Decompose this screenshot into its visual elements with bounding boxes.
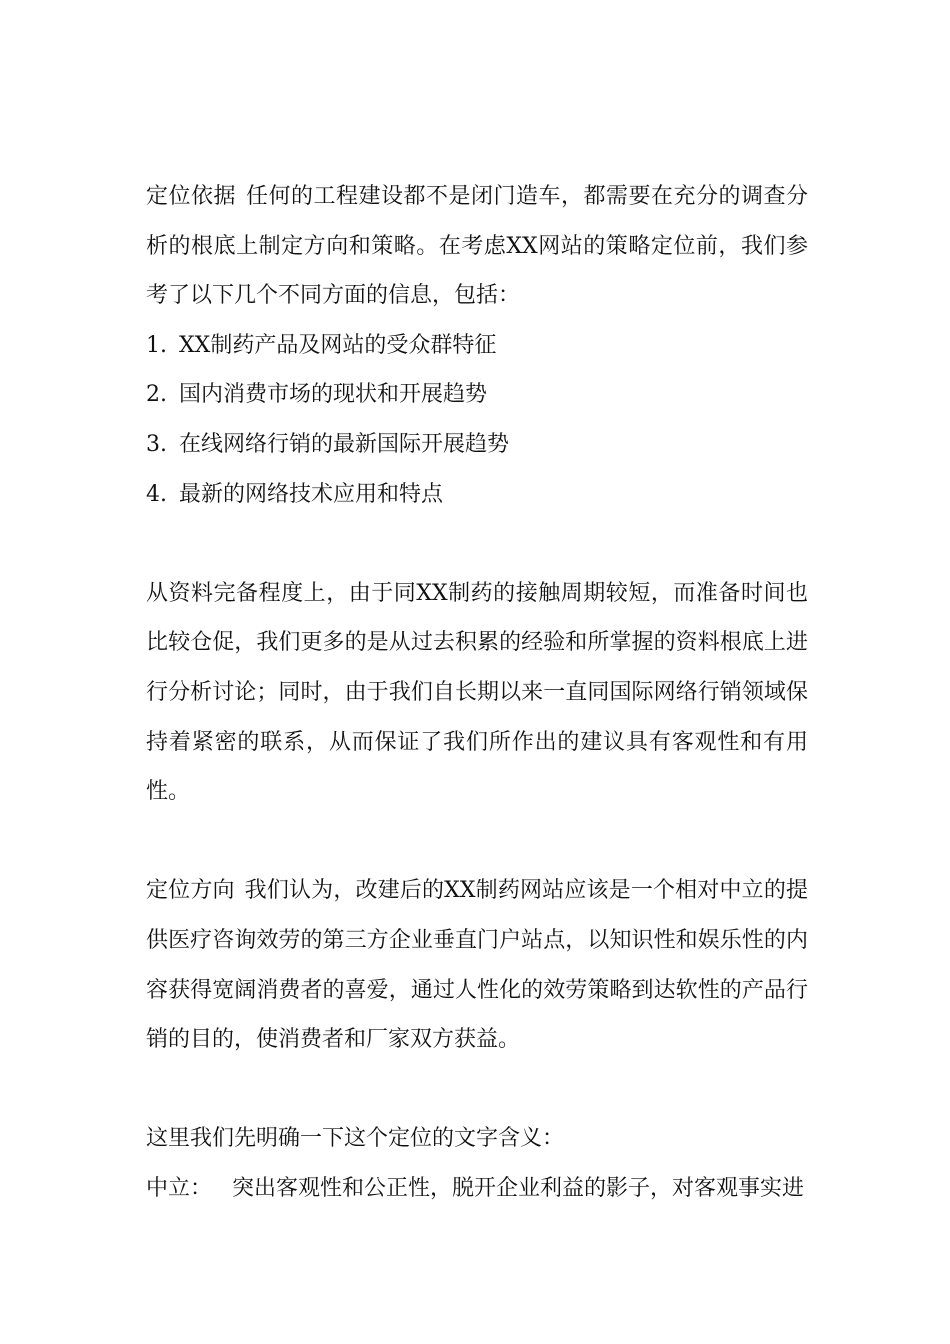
list-item: [146, 370, 808, 420]
list-item-number: 2.: [146, 382, 167, 408]
paragraph-definition-intro: 这里我们先明确一下这个定位的文字含义：: [146, 1126, 565, 1152]
list-item-text: 在线网络行销的最新国际开展趋势: [179, 431, 510, 457]
list-item-text: XX制药产品及网站的受众群特征: [179, 332, 497, 358]
paragraph-spacer: [146, 817, 808, 867]
paragraph-spacer: [146, 1065, 808, 1115]
document-body: [146, 172, 808, 1213]
list-item-number: 3.: [146, 431, 167, 457]
paragraph-materials: 从资料完备程度上，由于同XX制药的接触周期较短，而准备时间也比较仓促，我们更多的是从过去积累的经验和所掌握的资料根底上进行分析讨论；同时，由于我们自长期以来一直同国际网络行销领域保持着紧密的联系，从而保证了我们所作出的建议具有客观性和有用性。: [146, 580, 808, 805]
paragraph-spacer: [146, 519, 808, 569]
heading-positioning-direction: 定位方向: [146, 878, 235, 904]
term-neutral: 中立：: [146, 1175, 213, 1201]
paragraph-positioning-basis: [146, 172, 808, 321]
term-neutral-text: 突出客观性和公正性，脱开企业利益的影子，对客观事实进: [232, 1175, 805, 1201]
heading-positioning-basis: 定位依据: [146, 184, 236, 209]
paragraph-positioning-direction-text: 我们认为，改建后的XX制药网站应该是一个相对中立的提供医疗咨询效劳的第三方企业垂直门户站点，以知识性和娱乐性的内容获得宽阔消费者的喜爱，通过人性化的效劳策略到达软性的产品行销的目的，使消费者和厂家双方获益。: [146, 878, 808, 1053]
list-item: [146, 470, 808, 520]
paragraph-positioning-basis-text: 任何的工程建设都不是闭门造车，都需要在充分的调查分析的根底上制定方向和策略。在考虑XX网站的策略定位前，我们参考了以下几个不同方面的信息，包括：: [146, 184, 808, 309]
list-item-number: 1.: [146, 332, 167, 358]
list-item-text: 最新的网络技术应用和特点: [179, 481, 444, 507]
paragraph-positioning-direction: [146, 866, 808, 1064]
list-item-text: 国内消费市场的现状和开展趋势: [179, 382, 488, 408]
list-item: [146, 420, 808, 470]
list-item-number: 4.: [146, 481, 167, 507]
reference-list: [146, 321, 808, 519]
paragraph-neutral-definition: [146, 1164, 808, 1214]
list-item: [146, 321, 808, 371]
